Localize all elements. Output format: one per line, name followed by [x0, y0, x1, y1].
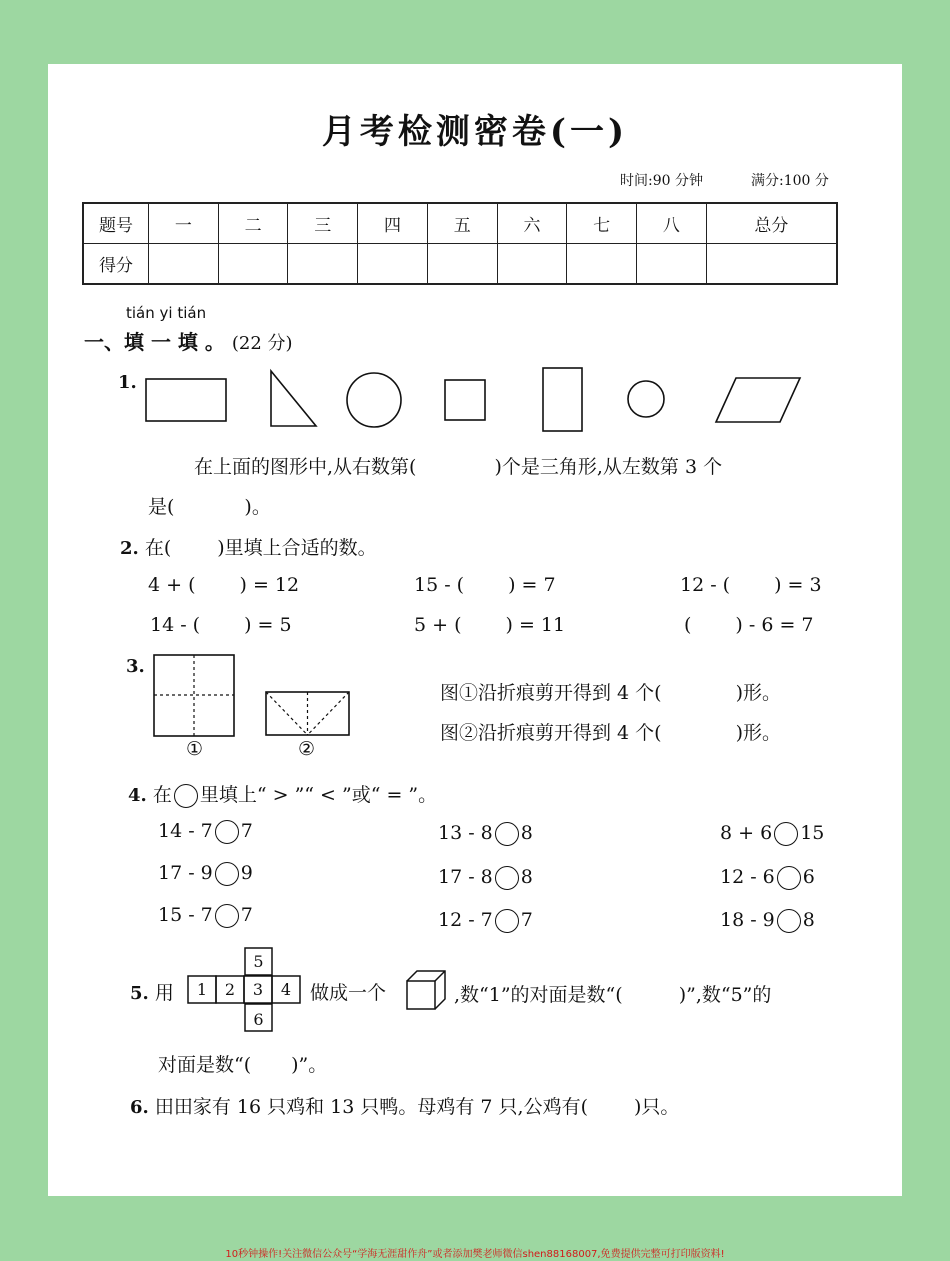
exam-paper: [48, 64, 902, 1196]
compare-item: 17 - 8 8: [438, 866, 533, 888]
score-header-cell: 一: [149, 203, 219, 244]
score-header-cell: 五: [427, 203, 497, 244]
q2-text: 在(: [144, 537, 172, 559]
q6-number: 6.: [130, 1097, 149, 1118]
net-face: 1: [196, 980, 208, 999]
q2-equation: 12 - ( ) = 3: [680, 574, 822, 596]
net-face: 5: [253, 952, 264, 971]
q2-equation: 4 + ( ) = 12: [148, 574, 300, 596]
score-row-label: 得分: [83, 244, 149, 285]
section-dot: 。: [204, 330, 225, 354]
q4-prompt: 4. 在 里填上“ > ”“ < ”或“ = ”。: [128, 784, 438, 806]
q2-equation: 5 + ( ) = 11: [414, 614, 566, 636]
score-header-cell: 六: [497, 203, 567, 244]
score-header-cell: 二: [218, 203, 288, 244]
compare-item: 13 - 8 8: [438, 822, 533, 844]
figure-1-label: ①: [186, 738, 204, 760]
q5-make: 做成一个: [310, 982, 387, 1004]
cube-icon: [407, 971, 445, 1009]
q4-number: 4.: [128, 785, 147, 806]
net-face: 4: [280, 980, 292, 999]
q2-equation: 15 - ( ) = 7: [414, 574, 556, 596]
time-limit: 时间:90 分钟: [620, 173, 703, 189]
page-title: 月考检测密卷(一): [321, 112, 629, 152]
score-header-cell: 题号: [83, 203, 149, 244]
compare-item: 12 - 6 6: [720, 866, 815, 888]
compare-item: 15 - 7 7: [158, 904, 253, 926]
compare-item: 8 + 6 15: [720, 822, 825, 844]
score-header-cell: 三: [288, 203, 358, 244]
compare-item: 18 - 9 8: [720, 909, 815, 931]
q3-line2: 图②沿折痕剪开得到 4 个( )形。: [440, 722, 782, 744]
q2-text: )里填上合适的数。: [217, 537, 377, 559]
net-face: 3: [252, 980, 264, 999]
score-header-cell: 七: [567, 203, 637, 244]
section-points: (22 分): [231, 333, 293, 354]
q3-number: 3.: [126, 656, 145, 677]
score-header-cell: 八: [637, 203, 707, 244]
q5-line1: ,数“1”的对面是数“( )”,数“5”的: [454, 984, 772, 1006]
q1-number: 1.: [118, 372, 137, 393]
figure-2-label: ②: [298, 738, 316, 760]
q5-line2: 对面是数“( )”。: [158, 1054, 328, 1076]
compare-item: 14 - 7 7: [158, 820, 253, 842]
net-face: 2: [224, 980, 236, 999]
footer-promo-text: 10秒钟操作!关注微信公众号“学海无涯甜作舟”或者添加樊老师微信shen88168007,免费提供完整可打印版资料!: [225, 1249, 725, 1260]
compare-item: 12 - 7 7: [438, 909, 533, 931]
section-title: 一、填 一 填: [84, 330, 198, 354]
q5-number: 5.: [130, 983, 149, 1004]
q2-equation: ( ) - 6 = 7: [684, 614, 814, 636]
net-face: 6: [253, 1010, 264, 1029]
score-header-cell: 总分: [706, 203, 837, 244]
q1-text: 在上面的图形中,从右数第(: [194, 456, 417, 478]
section-pinyin: tián yi tián: [126, 304, 207, 322]
score-header-cell: 四: [358, 203, 428, 244]
cube-net: [48, 64, 902, 1044]
compare-item: 17 - 9 9: [158, 862, 253, 884]
q2-number: 2.: [120, 538, 139, 559]
full-score: 满分:100 分: [751, 173, 829, 189]
q6: 6. 田田家有 16 只鸡和 13 只鸭。母鸡有 7 只,公鸡有( )只。: [130, 1096, 680, 1118]
q2-equation: 14 - ( ) = 5: [150, 614, 292, 636]
q1-text: 是(: [148, 496, 175, 518]
q1-text: )个是三角形,从左数第 3 个: [494, 456, 723, 478]
q3-line1: 图①沿折痕剪开得到 4 个( )形。: [440, 682, 782, 704]
q5-start: 5. 用: [130, 982, 174, 1004]
q1-text: )。: [244, 496, 271, 518]
